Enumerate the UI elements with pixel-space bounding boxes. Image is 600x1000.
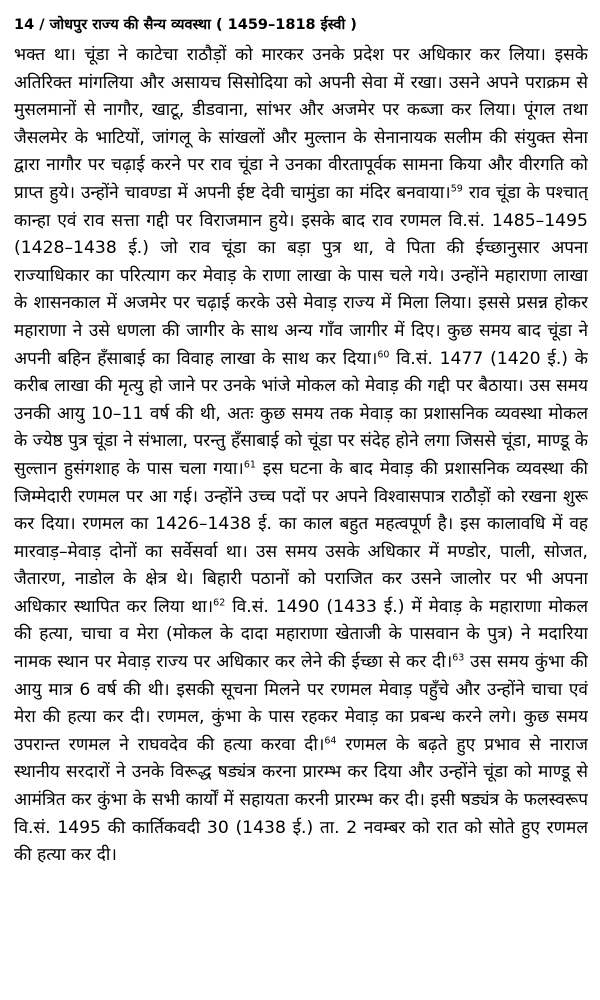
text-run: इस घटना के बाद मेवाड़ की प्रशासनिक व्यवस्था की जिम्मेदारी रणमल पर आ गई। उन्होंने उच्च पदों पर अपने विश्वासपात्र राठौड़ों को रखना शुरू कर दिया। रणमल का 1426–1438 ई. का काल बहुत महत्वपूर्ण है। इस कालावधि में वह मारवाड़–मेवाड़ दोनों का सर्वेसर्वा था। उस समय उसके अधिकार में मण्डोर, पाली, सोजत, जैतारण, नाडोल के क्षेत्र थे। बिहारी पठानों को पराजित कर उसने जालोर पर भी अपना अधिकार स्थापित कर लिया था। [14, 458, 588, 617]
footnote-ref: 59 [450, 183, 463, 195]
footnote-ref: 62 [213, 597, 226, 609]
body-paragraph [14, 42, 588, 870]
text-run: उस समय कुंभा की आयु मात्र 6 वर्ष की थी। इसकी सूचना मिलने पर रणमल मेवाड़ पहुँचे और उन्होंने चाचा एवं मेरा की हत्या कर दी। रणमल, कुंभा के पास रहकर मेवाड़ का प्रबन्ध करने लगे। कुछ समय उपरान्त रणमल ने राघवदेव की हत्या करवा दी। [14, 652, 588, 755]
text-run: वि.सं. 1477 (1420 ई.) के करीब लाखा की मृत्यु हो जाने पर उनके भांजे मोकल को मेवाड़ की गद्दी पर बैठाया। उस समय उनकी आयु 10–11 वर्ष की थी, अतः कुछ समय तक मेवाड़ का प्रशासनिक व्यवस्था मोकल के ज्येष्ठ पुत्र चूंडा ने संभाला, परन्तु हँसाबाई को चूंडा पर संदेह होने लगा जिससे चूंडा, माण्डू के सुल्तान हुसंगशाह के पास चला गया। [14, 348, 588, 479]
text-run: राव चूंडा के पश्चात् कान्हा एवं राव सत्ता गद्दी पर विराजमान हुये। इसके बाद राव रणमल वि.सं. 1485–1495 (1428–1438 ई.) जो राव चूंडा का बड़ा पुत्र था, वे पिता की ईच्छानुसार अपना राज्याधिकार का परित्याग कर मेवाड़ के राणा लाखा के पास चले गये। उन्होंने महाराणा लाखा के शासनकाल में अजमेर पर चढ़ाई करके उसे मेवाड़ राज्य में मिला लिया। इससे प्रसन्न होकर महाराणा ने उसे धणला की जागीर के साथ अन्य गाँव जागीर में दिए। कुछ समय बाद चूंडा ने अपनी बहिन हँसाबाई का विवाह लाखा के साथ कर दिया। [14, 182, 588, 369]
text-run: वि.सं. 1490 (1433 ई.) में मेवाड़ के महाराणा मोकल की हत्या, चाचा व मेरा (मोकल के दादा महाराणा खेताजी के पासवान के पुत्र) ने मदारिया नामक स्थान पर मेवाड़ राज्य पर अधिकार कर लेने की ईच्छा से कर दी। [14, 596, 588, 673]
footnote-ref: 60 [377, 348, 390, 360]
footnote-ref: 63 [452, 652, 465, 664]
footnote-ref: 61 [243, 459, 256, 471]
footnote-ref: 64 [324, 735, 337, 747]
text-run: भक्त था। चूंडा ने काटेचा राठौड़ों को मारकर उनके प्रदेश पर अधिकार कर लिया। इसके अतिरिक्त मांगलिया और असायच सिसोदिया को अपनी सेवा में रखा। उसने अपने पराक्रम से मुसलमानों से नागौर, खाटू, डीडवाना, सांभर और अजमेर पर कब्जा कर लिया। पूंगल तथा जैसलमेर के भाटियों, जांगलू के सांखलों और मुल्तान के सेनानायक सलीम की संयुक्त सेना द्वारा नागौर पर चढ़ाई करने पर राव चूंडा ने उनका वीरतापूर्वक सामना किया और वीरगति को प्राप्त हुये। उन्होंने चावण्डा में अपनी ईष्ट देवी चामुंडा का मंदिर बनवाया। [14, 45, 588, 203]
text-run: रणमल के बढ़ते हुए प्रभाव से नाराज स्थानीय सरदारों ने उनके विरूद्ध षड्यंत्र करना प्रारम्भ कर दिया और उन्होंने चूंडा को माण्डू से आमंत्रित कर कुंभा के सभी कार्यों में सहायता करनी प्रारम्भ कर दी। इसी षड्यंत्र के फलस्वरूप वि.सं. 1495 की कार्तिकवदी 30 (1438 ई.) ता. 2 नवम्बर को रात को सोते हुए रणमल की हत्या कर दी। [14, 734, 588, 866]
running-header: 14 / जोधपुर राज्य की सैन्य व्यवस्था ( 1459–1818 ईस्वी ) [14, 17, 357, 33]
document-page [14, 14, 588, 988]
